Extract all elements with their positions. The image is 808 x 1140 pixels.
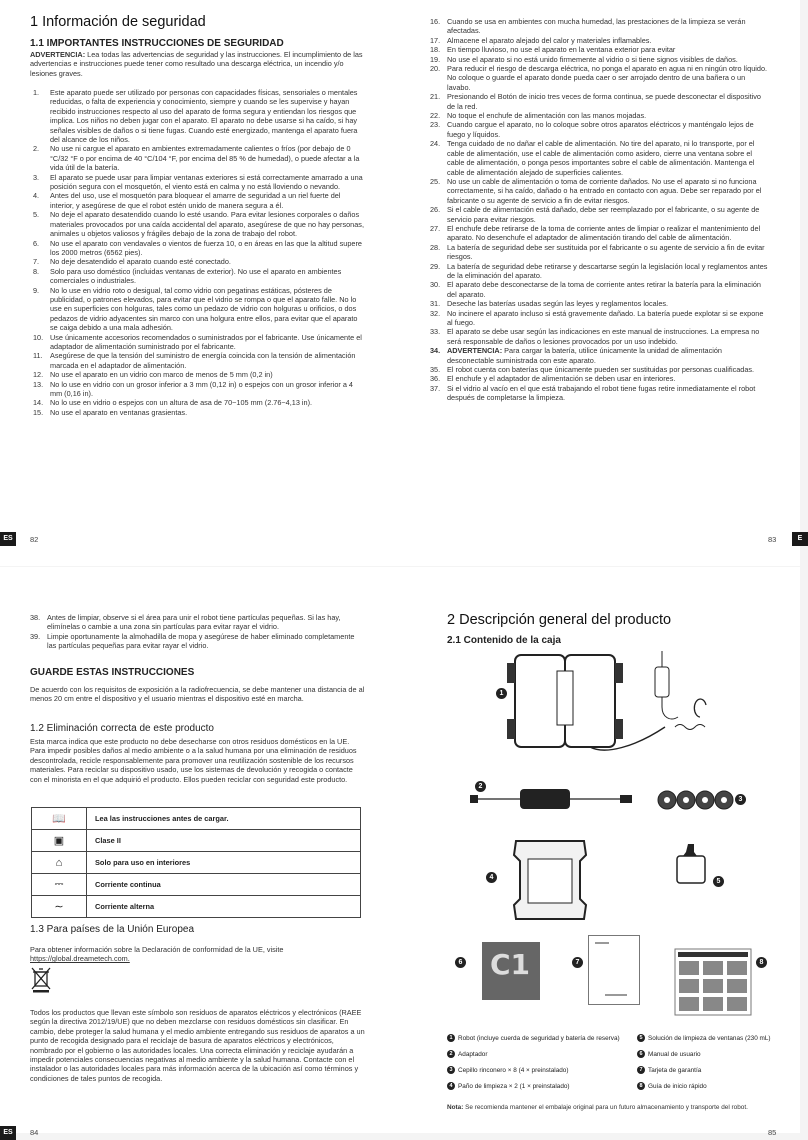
item-number-7: 7 bbox=[572, 957, 583, 968]
item-text: Tenga cuidado de no dañar el cable de alimentación. No tire del aparato, ni lo transporte, por el cable de alimentación, use el cable de alimentación como asidero, cierre una ventana sobre el cable de alimentación, o ponga pesos importantes sobre el cable de alimentación. Mantenga el cable de alimentación alejado de superficies calientes. bbox=[447, 139, 755, 177]
item-text: No use el aparato en un vidrio con marco de menos de 5 mm (0,2 in) bbox=[50, 370, 273, 380]
item-text: El aparato se debe usar según las indicaciones en este manual de instrucciones. La empresa no será responsable de daños o lesiones provocados por un uso indebido. bbox=[447, 327, 760, 346]
item-text: Limpie oportunamente la almohadilla de mopa y asegúrese de haber eliminado completamente las partículas pequeñas para evitar rayar el vidrio. bbox=[47, 631, 355, 651]
item-number: 27. bbox=[430, 223, 441, 233]
cleaning-pad-illustration bbox=[510, 837, 590, 923]
item-text: El enchufe debe retirarse de la toma de corriente antes de limpiar o realizar el mantenimiento del aparato. No desenchufe el adaptador de alimentación tirando del cable de alimentación. bbox=[447, 223, 761, 243]
section-title: 1 Información de seguridad bbox=[30, 14, 206, 30]
legend-number: 4 bbox=[447, 1082, 455, 1090]
item-number: 16. bbox=[430, 17, 441, 26]
item-number: 24. bbox=[430, 139, 441, 149]
warranty-card-illustration bbox=[588, 935, 640, 1005]
legend-number: 5 bbox=[637, 1034, 645, 1042]
item-number: 36. bbox=[430, 374, 441, 384]
list-item bbox=[430, 55, 770, 64]
list-item bbox=[430, 384, 770, 403]
list-item bbox=[430, 17, 770, 36]
note-label: Nota: bbox=[447, 1104, 464, 1111]
keep-instructions-heading: GUARDE ESTAS INSTRUCCIONES bbox=[30, 667, 195, 678]
item-number-4: 4 bbox=[486, 872, 497, 883]
note-text: Se recomienda mantener el embalaje original para un futuro almacenamiento y transporte del robot. bbox=[463, 1104, 748, 1111]
legend-item bbox=[447, 1082, 570, 1090]
quick-start-guide-illustration bbox=[675, 949, 751, 1015]
item-number: 8. bbox=[33, 266, 40, 276]
list-item bbox=[33, 398, 365, 407]
list-item bbox=[33, 286, 365, 333]
language-badge: ES bbox=[0, 532, 16, 546]
item-number-3: 3 bbox=[735, 794, 746, 805]
item-number: 21. bbox=[430, 92, 441, 102]
item-number: 13. bbox=[33, 379, 44, 389]
weee-paragraph: Todos los productos que llevan este símbolo son residuos de aparatos eléctricos y electrónicos (RAEE según la directiva 2012/19/UE) que no deben mezclarse con residuos domésticos sin clasificar. En cambio, debe proteger la salud humana y el medio ambiente entregando sus residuos de aparatos a un punto de recogida designado para el reciclaje de basura de aparatos eléctricos y electrónicos, nombrado por el gobierno o las autoridades locales. Una correcta eliminación y reciclaje ayudarán a impedir potenciales consecuencias negativas al medio ambiente y la salud humana. Contacte con el instalador o las autoridades locales para más información acerca de la ubicación así como términos y condiciones de tales puntos de recogida. bbox=[30, 1008, 365, 1083]
item-number: 19. bbox=[430, 54, 441, 64]
item-number-2: 2 bbox=[475, 781, 486, 792]
list-item bbox=[430, 299, 770, 308]
dc-icon: ⎓ bbox=[32, 874, 87, 896]
item-number: 28. bbox=[430, 242, 441, 252]
list-item bbox=[33, 88, 365, 144]
item-number: 4. bbox=[33, 191, 40, 201]
legend-text: Manual de usuario bbox=[648, 1050, 701, 1058]
legend-number: 7 bbox=[637, 1066, 645, 1074]
list-item bbox=[430, 327, 770, 346]
legend-item bbox=[637, 1066, 701, 1074]
item-text: No use el aparato si no está unido firmemente al vidrio o si tiene signos visibles de daños. bbox=[447, 54, 738, 64]
item-text: Use únicamente accesorios recomendados o suministrados por el fabricante. Use únicamente el adaptador de alimentación suministrado por el fabricante. bbox=[50, 332, 362, 351]
item-text: Para reducir el riesgo de descarga eléctrica, no ponga el aparato en agua ni en ningún otro líquido. No coloque o guarde el aparato donde pueda caer o ser arrojado dentro de una bañera o un lavabo. bbox=[447, 64, 768, 92]
item-number: 10. bbox=[33, 332, 44, 342]
legend-number: 6 bbox=[637, 1050, 645, 1058]
item-number: 5. bbox=[33, 210, 40, 220]
item-number: 3. bbox=[33, 172, 40, 182]
item-number-8: 8 bbox=[756, 957, 767, 968]
legend-text: Cepillo rinconero × 8 (4 × preinstalado) bbox=[458, 1066, 569, 1074]
legend-item bbox=[447, 1034, 620, 1042]
list-item bbox=[430, 120, 770, 139]
item-number: 31. bbox=[430, 299, 441, 309]
item-number: 12. bbox=[33, 370, 44, 380]
subsection-title: 1.1 IMPORTANTES INSTRUCCIONES DE SEGURIDAD bbox=[30, 38, 284, 49]
symbol-row bbox=[32, 808, 361, 830]
language-badge: E bbox=[792, 532, 808, 546]
eu-link[interactable]: https://global.dreametech.com. bbox=[30, 954, 130, 964]
symbol-row bbox=[32, 874, 361, 896]
language-badge: ES bbox=[0, 1126, 16, 1140]
item-text: Si el cable de alimentación está dañado, debe ser reemplazado por el fabricante, o su agente de servicio para evitar riesgos. bbox=[447, 205, 760, 224]
safety-list bbox=[30, 613, 365, 651]
item-text: El aparato se puede usar para limpiar ventanas exteriores si está correctamente amarrado a una posición segura con el mosquetón, el viento está en calma y no está lloviendo o nevando. bbox=[50, 172, 363, 192]
eu-text: Para obtener información sobre la Declaración de conformidad de la UE, visite bbox=[30, 945, 284, 954]
item-number: 34. bbox=[430, 346, 441, 356]
list-item bbox=[430, 346, 770, 365]
list-item bbox=[30, 613, 365, 632]
item-number: 18. bbox=[430, 45, 441, 55]
legend-text: Adaptador bbox=[458, 1050, 488, 1058]
house-icon: ⌂ bbox=[32, 852, 87, 874]
warning-paragraph bbox=[30, 50, 365, 78]
item-number: 37. bbox=[430, 383, 441, 393]
item-text: No deje el aparato desatendido cuando lo esté usando. Para evitar lesiones corporales o daños materiales provocados por una caída accidental del aparato, asegúrese de que no hay personas, animales u objetos valiosos y frágiles debajo de la zona de trabajo del robot. bbox=[50, 210, 364, 239]
symbol-description: Corriente alterna bbox=[87, 896, 361, 918]
symbol-row bbox=[32, 852, 361, 874]
list-item bbox=[430, 280, 770, 299]
item-text: Este aparato puede ser utilizado por personas con capacidades físicas, sensoriales o mentales reducidas, o falta de experiencia y conocimiento, siempre y cuando se les supervise y hayan recibido instrucciones respecto al uso del aparato de forma segura y entiendan los riesgos que implica. Los niños no deben jugar con el aparato. El aparato no debe usarse si ha caído, si hay señales visibles de daños o si tiene fugas. Cuando esté energizado, mantenga el aparato fuera del alcance de los niños. bbox=[50, 88, 358, 145]
item-text: Solo para uso doméstico (incluidas ventanas de exterior). No use el aparato en ambientes comerciales o industriales. bbox=[50, 266, 342, 286]
list-item bbox=[430, 64, 770, 92]
item-number: 14. bbox=[33, 398, 44, 408]
item-number: 29. bbox=[430, 261, 441, 271]
list-item bbox=[33, 239, 365, 258]
eu-paragraph bbox=[30, 945, 365, 964]
list-item bbox=[430, 111, 770, 120]
page-number: 82 bbox=[30, 535, 39, 544]
note-paragraph bbox=[447, 1103, 787, 1112]
symbol-row bbox=[32, 830, 361, 852]
item-text: El enchufe y el adaptador de alimentación se deben usar en interiores. bbox=[447, 374, 676, 384]
list-item bbox=[33, 173, 365, 192]
adapter-illustration bbox=[470, 785, 640, 815]
item-text: Cuando cargue el aparato, no lo coloque sobre otros aparatos eléctricos y manténgalo lejos de fuego y líquidos. bbox=[447, 120, 754, 139]
legend-text: Robot (incluye cuerda de seguridad y batería de reserva) bbox=[458, 1034, 620, 1042]
item-number-6: 6 bbox=[455, 957, 466, 968]
list-item bbox=[33, 257, 365, 266]
section-title: 2 Descripción general del producto bbox=[447, 612, 672, 628]
item-number: 15. bbox=[33, 407, 44, 417]
item-number: 2. bbox=[33, 144, 40, 154]
list-item bbox=[430, 365, 770, 374]
corner-brushes-illustration bbox=[657, 789, 737, 811]
symbol-description: Solo para uso en interiores bbox=[87, 852, 361, 874]
list-item bbox=[33, 191, 365, 210]
item-text: No use el aparato en ventanas grasientas. bbox=[50, 407, 188, 417]
list-item bbox=[33, 267, 365, 286]
list-item bbox=[430, 309, 770, 328]
manual-cover-text: C1 bbox=[490, 948, 531, 981]
item-text: No incinere el aparato incluso si está gravemente dañado. La batería puede explotar si se expone al fuego. bbox=[447, 308, 764, 327]
item-text: El robot cuenta con baterías que únicamente pueden ser sustituidas por personas cualificadas. bbox=[447, 365, 755, 375]
legend-text: Guía de inicio rápido bbox=[648, 1082, 707, 1090]
list-item bbox=[30, 632, 365, 651]
item-text: La batería de seguridad debe ser sustituida por el fabricante o su agente de servicio a fin de evitar riesgos. bbox=[447, 242, 765, 262]
legend-text: Tarjeta de garantía bbox=[648, 1066, 702, 1074]
page-82 bbox=[0, 0, 400, 566]
robot-illustration bbox=[495, 647, 715, 757]
item-text: No use el aparato con vendavales o vientos de fuerza 10, o en áreas en las que la altitud supere los 2000 metros (6562 pies). bbox=[50, 238, 362, 257]
item-text: No deje desatendido el aparato cuando esté conectado. bbox=[50, 257, 231, 267]
list-item bbox=[430, 45, 770, 54]
item-number: 26. bbox=[430, 205, 441, 215]
warning-label: ADVERTENCIA: bbox=[30, 50, 86, 59]
item-text: Asegúrese de que la tensión del suministro de energía coincida con la tensión de alimentación marcada en el adaptador de alimentación. bbox=[50, 351, 356, 370]
list-item bbox=[33, 370, 365, 379]
item-text: El aparato debe desconectarse de la toma de corriente antes retirar la batería para la eliminación del aparato. bbox=[447, 280, 761, 299]
ac-icon: ∼ bbox=[32, 896, 87, 918]
item-text: No use un cable de alimentación o toma de corriente dañados. No use el aparato si no funciona correctamente, si ha caído, dañado o ha entrado en contacto con agua. Debe ser reparado por el fabricante o su agente de servicio a fin de evitar riesgos. bbox=[447, 176, 762, 205]
page-number: 83 bbox=[768, 535, 777, 544]
page-83 bbox=[400, 0, 803, 566]
list-item bbox=[33, 351, 365, 370]
list-item bbox=[33, 144, 365, 172]
item-number: 32. bbox=[430, 308, 441, 318]
eu-heading: 1.3 Para países de la Unión Europea bbox=[30, 924, 194, 935]
item-text: No lo use en vidrio roto o desigual, tal como vidrio con pegatinas estáticas, pósteres de publicidad, o patrones elevados, para evitar que el vidrio se rompa o que el aparato falle. No lo use en superficies con holguras, tales como un pedazo de vidrio con holguras u orificios, o dos pedazos de vidrio adyacentes sin marco con una holgura entre ellos, para evitar que el aparato se caiga debido a una mala adhesión. bbox=[50, 285, 358, 333]
list-item bbox=[33, 210, 365, 238]
list-item bbox=[430, 139, 770, 177]
item-number: 9. bbox=[33, 285, 40, 295]
legend-item bbox=[447, 1050, 488, 1058]
legend-text: Solución de limpieza de ventanas (230 mL) bbox=[648, 1034, 771, 1042]
item-text: No toque el enchufe de alimentación con las manos mojadas. bbox=[447, 111, 647, 121]
box-contents-heading: 2.1 Contenido de la caja bbox=[447, 635, 561, 646]
symbol-description: Corriente continua bbox=[87, 874, 361, 896]
item-text: No lo use en vidrio con un grosor inferior a 3 mm (0,12 in) o espejos con un grosor inferior a 4 mm (0,16 in). bbox=[50, 379, 353, 398]
list-item bbox=[33, 408, 365, 417]
item-text: Si el vidrio al vacío en el que está trabajando el robot tiene fugas retire inmediatamente el robot después de completarse la limpieza. bbox=[447, 383, 756, 403]
item-warning-label: ADVERTENCIA: bbox=[447, 346, 503, 356]
legend-item bbox=[637, 1034, 771, 1042]
book-icon: 📖 bbox=[32, 808, 87, 830]
symbol-description: Clase II bbox=[87, 830, 361, 852]
solution-bottle-illustration bbox=[675, 844, 707, 884]
disposal-heading: 1.2 Eliminación correcta de este producto bbox=[30, 723, 214, 734]
item-number: 33. bbox=[430, 327, 441, 337]
item-number: 1. bbox=[33, 88, 40, 97]
item-number: 38. bbox=[30, 613, 41, 622]
list-item bbox=[430, 243, 770, 262]
safety-list bbox=[430, 17, 770, 403]
list-item bbox=[430, 205, 770, 224]
item-number-5: 5 bbox=[713, 876, 724, 887]
item-number: 11. bbox=[33, 351, 43, 361]
item-text: La batería de seguridad debe retirarse y descartarse según la legislación local y reglamentos antes de la eliminación del aparato. bbox=[447, 261, 768, 280]
symbol-description: Lea las instrucciones antes de cargar. bbox=[87, 808, 361, 830]
rf-paragraph: De acuerdo con los requisitos de exposición a la radiofrecuencia, se debe mantener una distancia de al menos 20 cm entre el dispositivo y el usuario mientras el dispositivo esté en marcha. bbox=[30, 685, 365, 704]
item-number-1: 1 bbox=[496, 688, 507, 699]
item-text: Para cargar la batería, utilice únicamente la unidad de alimentación desconectable suministrada con este aparato. bbox=[447, 346, 722, 365]
item-text: Almacene el aparato alejado del calor y materiales inflamables. bbox=[447, 35, 652, 45]
page-84 bbox=[0, 567, 400, 1137]
item-number: 7. bbox=[33, 257, 40, 267]
item-number: 39. bbox=[30, 631, 41, 641]
item-number: 25. bbox=[430, 176, 441, 186]
item-number: 6. bbox=[33, 238, 40, 248]
list-item bbox=[430, 262, 770, 281]
item-text: Presionando el Botón de inicio tres veces de forma continua, se puede desconectar el dispositivo de la red. bbox=[447, 92, 761, 111]
item-text: Deseche las baterías usadas según las leyes y reglamentos locales. bbox=[447, 299, 669, 309]
list-item bbox=[430, 374, 770, 383]
item-text: Antes de limpiar, observe si el área para unir el robot tiene partículas pequeñas. Si las hay, elimínelas o cambie a una zona sin partículas para evitar rayar el vidrio. bbox=[47, 613, 341, 632]
item-text: En tiempo lluvioso, no use el aparato en la ventana exterior para evitar bbox=[447, 45, 676, 55]
list-item bbox=[430, 36, 770, 45]
safety-list bbox=[33, 88, 365, 417]
item-text: No lo use en vidrio o espejos con un altura de asa de 70~105 mm (2.76~4,13 in). bbox=[50, 398, 313, 408]
symbol-row bbox=[32, 896, 361, 918]
list-item bbox=[430, 224, 770, 243]
legend-number: 8 bbox=[637, 1082, 645, 1090]
legend-item bbox=[637, 1082, 707, 1090]
list-item bbox=[33, 380, 365, 399]
item-number: 20. bbox=[430, 64, 441, 74]
list-item bbox=[430, 177, 770, 205]
legend-number: 3 bbox=[447, 1066, 455, 1074]
legend-number: 1 bbox=[447, 1034, 455, 1042]
symbols-table bbox=[31, 807, 361, 918]
legend-text: Paño de limpieza × 2 (1 × preinstalado) bbox=[458, 1082, 570, 1090]
warning-text: Lea todas las advertencias de seguridad y las instrucciones. El incumplimiento de las advertencias e instrucciones puede tener como resultado una descarga eléctrica, un incendio y/o lesiones graves. bbox=[30, 50, 363, 78]
class-ii-icon: ▣ bbox=[32, 830, 87, 852]
page-number: 84 bbox=[30, 1128, 39, 1137]
legend-item bbox=[637, 1050, 701, 1058]
page-85 bbox=[400, 567, 800, 1137]
item-number: 35. bbox=[430, 365, 441, 375]
item-text: No use ni cargue el aparato en ambientes extremadamente calientes o fríos (por debajo de 0 °C/32 °F o por encima de 40 °C/104 °F, por encima del 85 % de humedad), o puede afectar a la vida útil de la batería. bbox=[50, 144, 360, 173]
legend-number: 2 bbox=[447, 1050, 455, 1058]
legend-item bbox=[447, 1066, 568, 1074]
user-manual-illustration bbox=[482, 942, 540, 1000]
disposal-paragraph: Esta marca indica que este producto no debe desecharse con otros residuos domésticos en la UE. Para impedir posibles daños al medio ambiente o a la salud humana por una eliminación de residuos descontrolada, recicle responsablemente para promover una reutilización sostenible de los recursos materiales. Para reciclar su dispositivo usado, use los sistemas de devolución y recogida o contacte con el minorista en el que adquirió el producto. Ellos pueden reciclar con seguridad este producto. bbox=[30, 737, 357, 784]
page-number: 85 bbox=[768, 1128, 777, 1137]
weee-bin-icon bbox=[30, 967, 52, 993]
item-number: 23. bbox=[430, 120, 441, 130]
item-text: Antes del uso, use el mosquetón para bloquear el amarre de seguridad a un riel fuerte del interior, y asegúrese de que el robot estén unido de manera segura a él. bbox=[50, 191, 341, 210]
item-text: Cuando se usa en ambientes con mucha humedad, las prestaciones de la limpieza se verán afectadas. bbox=[447, 17, 746, 36]
list-item bbox=[430, 92, 770, 111]
item-number: 22. bbox=[430, 111, 441, 121]
item-number: 30. bbox=[430, 280, 441, 290]
list-item bbox=[33, 333, 365, 352]
item-number: 17. bbox=[430, 35, 441, 45]
